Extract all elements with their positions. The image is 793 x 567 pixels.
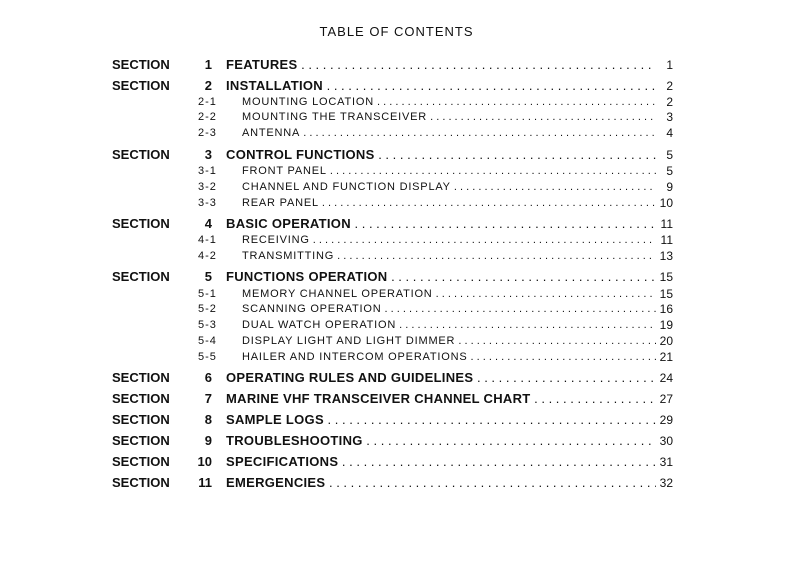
page-title: TABLE OF CONTENTS — [319, 24, 474, 39]
section-number: 3 — [204, 147, 212, 162]
subsection-number: 3-3 — [198, 197, 217, 209]
page-number: 27 — [659, 392, 673, 406]
section-title: SAMPLE LOGS . . . — [226, 411, 656, 429]
subsection-title: RECEIVING . . . — [242, 231, 656, 249]
page-number: 5 — [666, 148, 673, 162]
section-label: SECTION — [112, 391, 170, 406]
page-number: 15 — [659, 270, 673, 284]
subsection-number: 2-3 — [198, 127, 217, 139]
subsection-number: 5-3 — [198, 319, 217, 331]
section-label: SECTION — [112, 370, 170, 385]
page-number: 5 — [666, 164, 673, 178]
page-number: 11 — [660, 233, 673, 247]
page-number: 4 — [666, 126, 673, 140]
page-number: 10 — [659, 196, 673, 210]
subsection-number: 5-4 — [198, 335, 217, 347]
page-number: 24 — [659, 371, 673, 385]
section-number: 9 — [204, 433, 212, 448]
section-label: SECTION — [112, 269, 170, 284]
section-label: SECTION — [112, 412, 170, 427]
section-label: SECTION — [112, 147, 170, 162]
section-number: 1 — [204, 57, 212, 72]
toc-subsection-row[interactable] — [0, 348, 793, 366]
toc-section-row[interactable] — [0, 474, 793, 492]
section-title: OPERATING RULES AND GUIDELINES . . . — [226, 369, 656, 387]
page-number: 32 — [659, 476, 673, 490]
section-label: SECTION — [112, 475, 170, 490]
toc-section-row[interactable] — [0, 56, 793, 74]
section-number: 10 — [197, 454, 212, 469]
page-number: 9 — [666, 180, 673, 194]
section-title: EMERGENCIES . . . — [226, 474, 656, 492]
toc-subsection-row[interactable] — [0, 124, 793, 142]
toc-section-row[interactable] — [0, 390, 793, 408]
subsection-title: ANTENNA . . . — [242, 124, 656, 142]
toc-subsection-row[interactable] — [0, 194, 793, 212]
page-number: 20 — [659, 334, 673, 348]
section-label: SECTION — [112, 78, 170, 93]
page-number: 31 — [659, 455, 673, 469]
subsection-title: TRANSMITTING . . . — [242, 247, 656, 265]
subsection-title: MEMORY CHANNEL OPERATION . . . — [242, 285, 656, 303]
subsection-title: HAILER AND INTERCOM OPERATIONS . . . — [242, 348, 656, 366]
section-number: 5 — [204, 269, 212, 284]
toc-section-row[interactable] — [0, 268, 793, 286]
subsection-number: 3-1 — [198, 165, 217, 177]
subsection-number: 4-1 — [198, 234, 217, 246]
section-title: BASIC OPERATION . . . — [226, 215, 656, 233]
section-number: 11 — [198, 475, 212, 490]
toc-section-row[interactable] — [0, 453, 793, 471]
page-number: 1 — [666, 58, 673, 72]
subsection-number: 5-2 — [198, 303, 217, 315]
section-title: TROUBLESHOOTING . . . — [226, 432, 656, 450]
subsection-number: 2-2 — [198, 111, 217, 123]
subsection-title: REAR PANEL . . . — [242, 194, 656, 212]
section-label: SECTION — [112, 454, 170, 469]
page-number: 2 — [666, 95, 673, 109]
section-number: 7 — [204, 391, 212, 406]
subsection-number: 3-2 — [198, 181, 217, 193]
page-number: 2 — [666, 79, 673, 93]
page-number: 19 — [659, 318, 673, 332]
section-number: 4 — [204, 216, 212, 231]
toc-section-row[interactable] — [0, 369, 793, 387]
section-number: 8 — [204, 412, 212, 427]
section-label: SECTION — [112, 433, 170, 448]
page-number: 13 — [659, 249, 673, 263]
section-title: MARINE VHF TRANSCEIVER CHANNEL CHART . . . — [226, 390, 656, 408]
toc-section-row[interactable] — [0, 411, 793, 429]
section-title: FEATURES . . . — [226, 56, 656, 74]
subsection-title: MOUNTING THE TRANSCEIVER . . . — [242, 108, 656, 126]
page-number: 16 — [659, 302, 673, 316]
page-number: 29 — [659, 413, 673, 427]
section-title: CONTROL FUNCTIONS . . . — [226, 146, 656, 164]
section-title: FUNCTIONS OPERATION . . . — [226, 268, 656, 286]
section-number: 2 — [204, 78, 212, 93]
toc-section-row[interactable] — [0, 432, 793, 450]
section-label: SECTION — [112, 216, 170, 231]
page-number: 21 — [659, 350, 673, 364]
subsection-title: CHANNEL AND FUNCTION DISPLAY . . . — [242, 178, 656, 196]
page-number: 15 — [659, 287, 673, 301]
page-number: 11 — [660, 217, 673, 231]
section-label: SECTION — [112, 57, 170, 72]
subsection-title: SCANNING OPERATION . . . — [242, 300, 656, 318]
subsection-title: DISPLAY LIGHT AND LIGHT DIMMER . . . — [242, 332, 656, 350]
section-title: SPECIFICATIONS . . . — [226, 453, 656, 471]
subsection-title: MOUNTING LOCATION . . . — [242, 93, 656, 111]
subsection-number: 4-2 — [198, 250, 217, 262]
section-title: INSTALLATION . . . — [226, 77, 656, 95]
subsection-number: 5-5 — [198, 351, 217, 363]
subsection-number: 2-1 — [198, 96, 217, 108]
subsection-title: FRONT PANEL . . . — [242, 162, 656, 180]
section-number: 6 — [204, 370, 212, 385]
page-number: 3 — [666, 110, 673, 124]
page-number: 30 — [659, 434, 673, 448]
subsection-title: DUAL WATCH OPERATION . . . — [242, 316, 656, 334]
toc-subsection-row[interactable] — [0, 247, 793, 265]
subsection-number: 5-1 — [198, 288, 217, 300]
